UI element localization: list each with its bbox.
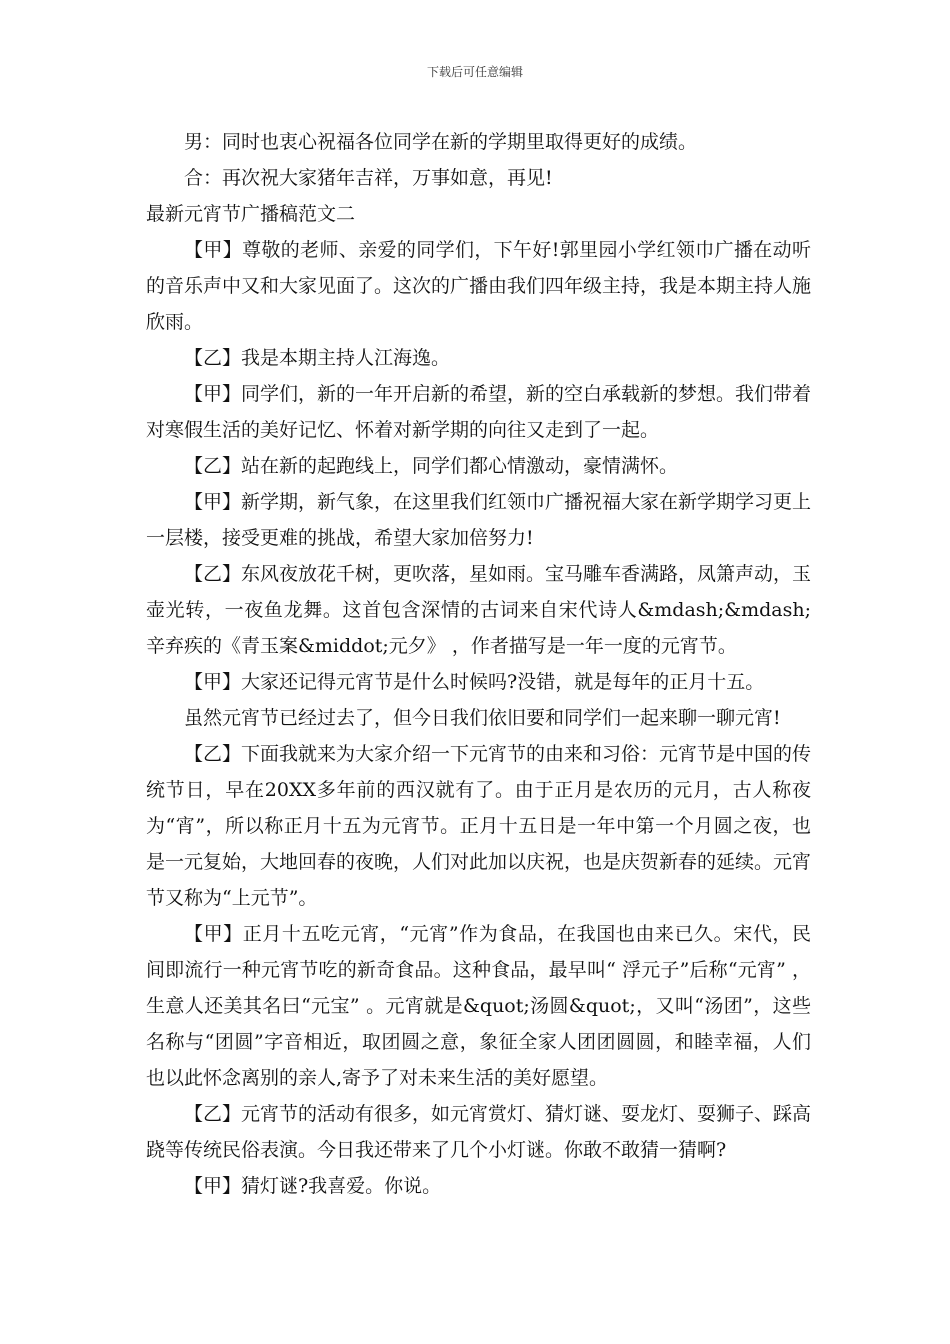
paragraph-yi-poem: 【乙】东风夜放花千树，更吹落，星如雨。宝马雕车香满路，凤箫声动，玉壶光转，一夜鱼龙舞。这首包含深情的古词来自宋代诗人&mdash;&mdash;辛弃疾的《青玉案&middot;元夕》 ，作者描写是一年一度的元宵节。 <box>146 563 812 657</box>
paragraph-jia-greeting: 【甲】尊敬的老师、亲爱的同学们，下午好!郭里园小学红领巾广播在动听的音乐声中又和大家见面了。这次的广播由我们四年级主持，我是本期主持人施欣雨。 <box>146 239 812 333</box>
paragraph-yi-intro: 【乙】我是本期主持人江海逸。 <box>184 347 451 369</box>
paragraph-jia-riddle: 【甲】猜灯谜?我喜爱。你说。 <box>184 1175 442 1197</box>
paragraph-male-wish: 男：同时也衷心祝福各位同学在新的学期里取得更好的成绩。 <box>184 131 698 153</box>
section-title: 最新元宵节广播稿范文二 <box>146 203 356 225</box>
paragraph-jia-new-year: 【甲】同学们，新的一年开启新的希望，新的空白承载新的梦想。我们带着对寒假生活的美好记忆、怀着对新学期的向往又走到了一起。 <box>146 383 812 441</box>
paragraph-yi-activities: 【乙】元宵节的活动有很多，如元宵赏灯、猜灯谜、耍龙灯、耍狮子、踩高跷等传统民俗表演。今日我还带来了几个小灯谜。你敢不敢猜一猜啊? <box>146 1103 812 1161</box>
document-body <box>146 124 811 1204</box>
paragraph-yi-origin: 【乙】下面我就来为大家介绍一下元宵节的由来和习俗：元宵节是中国的传统节日，早在20XX多年前的西汉就有了。由于正月是农历的元月，古人称夜为“宵”，所以称正月十五为元宵节。正月十五日是一年中第一个月圆之夜，也是一元复始，大地回春的夜晚，人们对此加以庆祝，也是庆贺新春的延续。元宵节又称为“上元节”。 <box>146 743 812 909</box>
paragraph-together-farewell: 合：再次祝大家猪年吉祥，万事如意，再见! <box>184 167 553 189</box>
paragraph-jia-new-term: 【甲】新学期，新气象，在这里我们红领巾广播祝福大家在新学期学习更上一层楼，接受更难的挑战，希望大家加倍努力! <box>146 491 812 549</box>
paragraph-yi-start-line: 【乙】站在新的起跑线上，同学们都心情激动，豪情满怀。 <box>184 455 679 477</box>
paragraph-chat-lantern: 虽然元宵节已经过去了，但今日我们依旧要和同学们一起来聊一聊元宵! <box>184 707 781 729</box>
paragraph-jia-food: 【甲】正月十五吃元宵，“元宵”作为食品，在我国也由来已久。宋代，民间即流行一种元宵节吃的新奇食品。这种食品，最早叫“ 浮元子”后称“元宵” ，生意人还美其名曰“元宝” 。元宵就是&quot;汤圆&quot;，又叫“汤团”，这些名称与“团圆”字音相近，取团圆之意，象征全家人团团圆圆，和睦幸福，人们也以此怀念离别的亲人,寄予了对未来生活的美好愿望。 <box>146 923 811 1089</box>
paragraph-jia-date: 【甲】大家还记得元宵节是什么时候吗?没错，就是每年的正月十五。 <box>184 671 765 693</box>
page-header: 下载后可任意编辑 <box>426 65 523 79</box>
